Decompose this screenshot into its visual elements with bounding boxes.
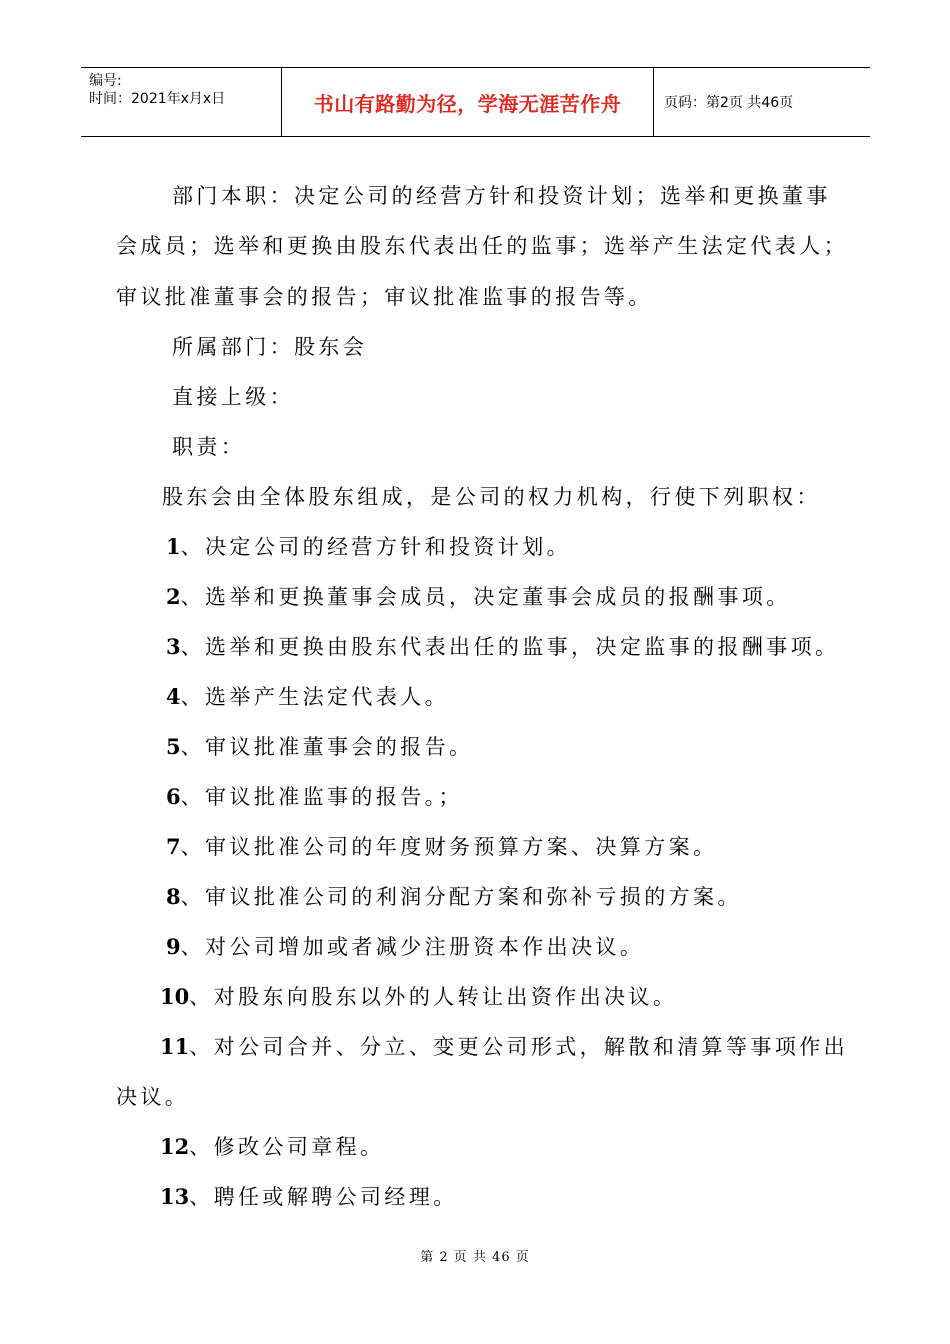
list-item-continuation: 决议。 <box>116 1085 190 1109</box>
list-item: 13、聘任或解聘公司经理。 <box>160 1184 458 1209</box>
list-item: 6、审议批准监事的报告。； <box>166 784 463 809</box>
list-item: 5、审议批准董事会的报告。 <box>166 734 474 759</box>
page-footer: 第 2 页 共 46 页 <box>420 1250 530 1265</box>
list-item: 4、选举产生法定代表人。 <box>166 684 450 709</box>
list-item: 12、修改公司章程。 <box>160 1134 385 1159</box>
paragraph-line: 审议批准董事会的报告；审议批准监事的报告等。 <box>116 285 653 309</box>
list-item: 8、审议批准公司的利润分配方案和弥补亏损的方案。 <box>166 884 742 909</box>
paragraph-line: 部门本职：决定公司的经营方针和投资计划；选举和更换董事 <box>172 184 831 208</box>
header-motto: 书山有路勤为径，学海无涯苦作舟 <box>282 68 654 136</box>
list-item: 7、审议批准公司的年度财务预算方案、决算方案。 <box>166 834 718 859</box>
list-item: 1、决定公司的经营方针和投资计划。 <box>166 534 572 559</box>
duties-title: 职责： <box>172 435 246 459</box>
time-label: 时间：2021年x月x日 <box>89 91 226 107</box>
list-item: 10、对股东向股东以外的人转让出资作出决议。 <box>160 984 678 1009</box>
list-item: 9、对公司增加或者减少注册资本作出决议。 <box>166 934 645 959</box>
superior-line: 直接上级： <box>172 385 294 409</box>
header-meta <box>81 68 282 136</box>
code-label: 编号: <box>89 73 122 89</box>
department-line: 所属部门：股东会 <box>172 335 368 359</box>
duties-intro: 股东会由全体股东组成，是公司的权力机构，行使下列职权： <box>162 485 821 509</box>
page-header <box>81 67 870 137</box>
list-item: 3、选举和更换由股东代表出任的监事，决定监事的报酬事项。 <box>166 634 840 659</box>
header-page-info: 页码：第2页 共46页 <box>664 95 794 111</box>
paragraph-line: 会成员；选举和更换由股东代表出任的监事；选举产生法定代表人； <box>116 234 848 258</box>
list-item: 11、对公司合并、分立、变更公司形式，解散和清算等事项作出 <box>160 1034 849 1059</box>
list-item: 2、选举和更换董事会成员，决定董事会成员的报酬事项。 <box>166 584 791 609</box>
